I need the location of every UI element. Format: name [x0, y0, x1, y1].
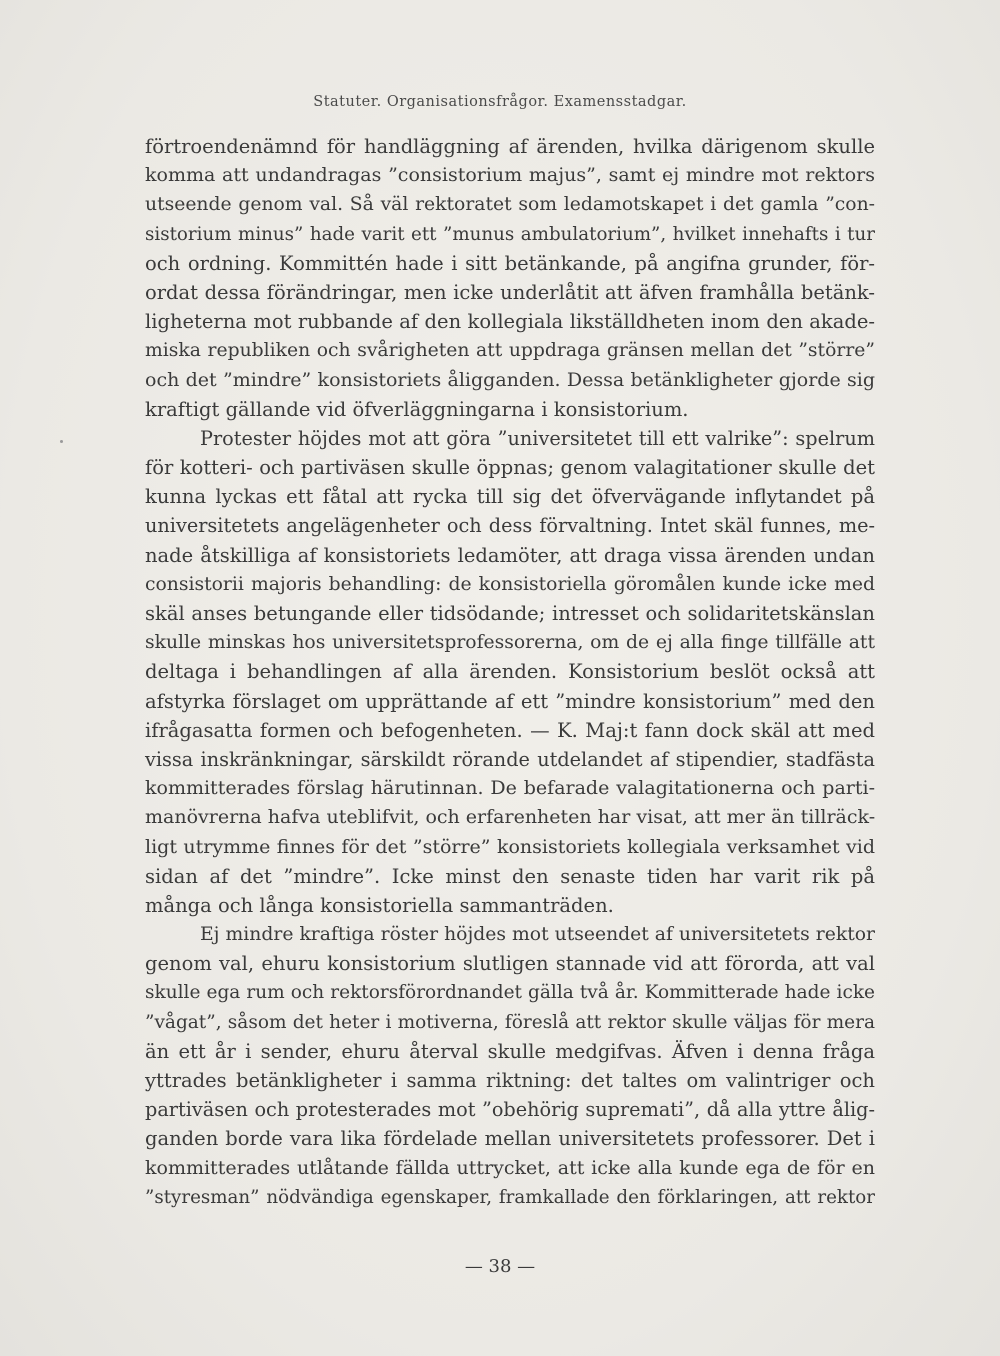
text-line: Protester höjdes mot att göra ”universitetet till ett valrike”: spelrum [200, 426, 875, 450]
text-line: kunna lyckas ett fåtal att rycka till sig det öfvervägande inflytandet på [145, 485, 875, 509]
text-line: manövrerna hafva uteblifvit, och erfarenheten har visat, att mer än tillräck- [145, 806, 876, 829]
text-line: ordat dessa förändringar, men icke underlåtit att äfven framhålla betänk- [145, 280, 875, 304]
text-line: vissa inskränkningar, särskildt rörande utdelandet af stipendier, stadfästa [145, 747, 875, 771]
text-line: sidan af det ”mindre”. Icke minst den senaste tiden har varit rik på [145, 864, 875, 888]
text-line: kraftigt gällande vid öfverläggningarna i konsistorium. [145, 397, 689, 421]
text-line: komma att undandragas ”consistorium majus”, samt ej mindre mot rektors [145, 164, 875, 187]
text-line: många och långa konsistoriella sammanträden. [145, 893, 614, 917]
text-line: förtroendenämnd för handläggning af ärenden, hvilka därigenom skulle [145, 135, 875, 158]
text-line: kommitterades förslag härutinnan. De befarade valagitationerna och parti- [145, 777, 875, 800]
text-line: utseende genom val. Så väl rektoratet som ledamotskapet i det gamla ”con- [145, 194, 875, 216]
text-line: partiväsen och protesterades mot ”obehörig suprematі”, då alla yttre ålig- [145, 1098, 875, 1122]
text-line: yttrades betänkligheter i samma riktning: det taltes om valintriger och [145, 1069, 875, 1092]
text-line: skulle minskas hos universitetsprofessorerna, om de ej alla finge tillfälle att [145, 632, 875, 654]
text-line: skulle ega rum och rektorsförordnandet gälla två år. Kommitterade hade icke [145, 982, 875, 1004]
text-line: än ett år i sender, ehuru återval skulle medgifvas. Äfven i denna fråga [145, 1039, 875, 1063]
text-line: ”styresman” nödvändiga egenskaper, framkallade den förklaringen, att rektor [145, 1186, 875, 1208]
text-line: afstyrka förslaget om upprättande af ett ”mindre konsistorium” med den [145, 689, 875, 713]
text-line: ganden borde vara lika fördelade mellan universitetets professorer. Det i [145, 1127, 875, 1151]
text-line: consistorii majoris behandling: de konsistoriella göromålen kunde icke med [145, 573, 875, 595]
text-line: skäl anses betungande eller tidsödande; intresset och solidaritetskänslan [145, 602, 875, 625]
running-head: Statuter. Organisationsfrågor. Examensstadgar. [313, 94, 687, 110]
text-line: universitetets angelägenheter och dess förvaltning. Intet skäl funnes, me- [145, 514, 875, 538]
text-line: ligt utrymme finnes för det ”större” konsistoriets kollegiala verksamhet vid [145, 835, 875, 858]
text-line: för kotteri- och partiväsen skulle öppnas; genom valagitationer skulle det [145, 456, 875, 480]
text-line: sistorium minus” hade varit ett ”munus ambulatorium”, hvilket innehafts i tur [145, 223, 875, 245]
text-line: nade åtskilliga af konsistoriets ledamöter, att draga vissa ärenden undan [145, 543, 875, 567]
text-line: och ordning. Kommittén hade i sitt betänkande, på angifna grunder, för- [145, 251, 875, 275]
text-line: miska republiken och svårigheten att uppdraga gränsen mellan det ”större” [145, 340, 875, 362]
text-line: ”vågat”, såsom det heter i motiverna, föreslå att rektor skulle väljas för mera [145, 1011, 875, 1033]
text-line: Ej mindre kraftiga röster höjdes mot utseendet af universitetets rektor [200, 924, 875, 946]
margin-speck [60, 440, 63, 443]
text-line: och det ”mindre” konsistoriets åligganden. Dessa betänkligheter gjorde sig [145, 368, 875, 391]
text-line: ligheterna mot rubbande af den kollegiala likställdheten inom den akade- [145, 310, 875, 334]
text-line: genom val, ehuru konsistorium slutligen stannade vid att förorda, att val [145, 952, 875, 976]
body-text [145, 132, 875, 1212]
text-line: deltaga i behandlingen af alla ärenden. Konsistorium beslöt också att [145, 660, 875, 684]
text-line: kommitterades utlåtande fällda uttrycket, att icke alla kunde ega de för en [145, 1156, 875, 1179]
text-line: ifrågasatta formen och befogenheten. — K. Maj:t fann dock skäl att med [145, 718, 875, 742]
page-number: — 38 — [464, 1256, 536, 1277]
